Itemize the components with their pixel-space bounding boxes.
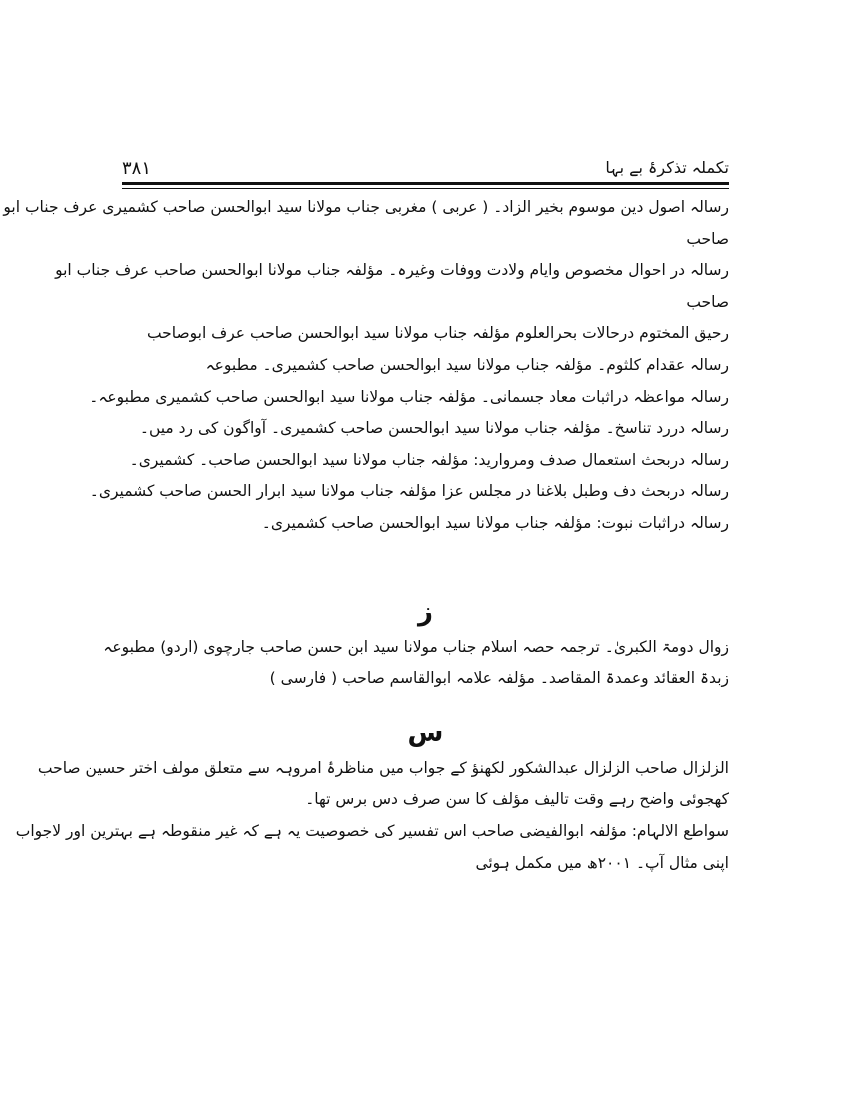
body-text	[3, 192, 729, 879]
entry-line: الزلزال صاحب الزلزال عبدالشکور لکھنؤ کے جواب میں مناظرۂ امروہہ سے متعلق مولف اختر حسین صاحب	[37, 758, 729, 777]
header-rule-thin	[122, 188, 729, 189]
entry-line: رسالہ در احوال مخصوص وایام ولادت ووفات وغیرہ۔ مؤلفہ جناب مولانا ابوالحسن صاحب عرف جناب ابو	[55, 261, 729, 280]
entry-line: رسالہ اصول دین موسوم بخیر الزاد۔ ( عربی ) مغربی جناب مولانا سید ابوالحسن صاحب کشمیری عرف جناب ابو	[3, 198, 729, 216]
entry-line: رسالہ عقدام کلثوم۔ مؤلفہ جناب مولانا سید ابوالحسن صاحب کشمیری۔ مطبوعہ	[205, 355, 729, 374]
entry-line: رسالہ مواعظہ دراثبات معاد جسمانی۔ مؤلفہ جناب مولانا سید ابوالحسن صاحب کشمیری مطبوعہ۔	[89, 387, 729, 406]
entry-line: زوال دومۃ الکبریٰ۔ ترجمہ حصہ اسلام جناب مولانا سید ابن حسن صاحب جارچوی (اردو) مطبوعہ	[103, 637, 729, 656]
section-spacer	[122, 695, 729, 713]
page-number: ۳۸۱	[122, 158, 152, 179]
entry-line: اپنی مثال آپ۔ ۲۰۰۱ھ میں مکمل ہوئی	[475, 853, 729, 872]
entry-line: سواطع الالہام: مؤلفہ ابوالفیضی صاحب اس تفسیر کی خصوصیت یہ ہے کہ غیر منقوطہ ہے بہترین اور لاجواب	[15, 821, 729, 840]
entry-line: رحیق المختوم درحالات بحرالعلوم مؤلفہ جناب مولانا سید ابوالحسن صاحب عرف ابوصاحب	[146, 324, 729, 343]
section-heading-z: ز	[418, 596, 433, 627]
entry-line: صاحب	[686, 292, 729, 311]
entry-line: رسالہ دراثبات نبوت: مؤلفہ جناب مولانا سید ابوالحسن صاحب کشمیری۔	[261, 513, 729, 532]
entry-line: زبدۃ العقائد وعمدۃ المقاصد۔ مؤلفہ علامہ ابوالقاسم صاحب ( فارسی )	[269, 669, 729, 688]
header-rule-thick	[122, 182, 729, 185]
entry-line: کھجوئی واضح رہے وقت تالیف مؤلف کا سن صرف دس برس تھا۔	[305, 790, 729, 809]
entry-line: رسالہ دررد تناسخ۔ مؤلفہ جناب مولانا سید ابوالحسن صاحب کشمیری۔ آواگون کی رد میں۔	[139, 419, 729, 438]
running-title: تکملہ تذکرۂ بے بہا	[605, 158, 729, 177]
section-heading-s: س	[407, 717, 444, 748]
indented-entries	[89, 318, 729, 539]
entry-line: رسالہ دربحث استعمال صدف ومروارید: مؤلفہ جناب مولانا سید ابوالحسن صاحب۔ کشمیری۔	[129, 450, 729, 469]
page-header	[122, 158, 729, 182]
entry-line: رسالہ دربحث دف وطبل بلاغنا در مجلس عزا مؤلفہ جناب مولانا سید ابرار الحسن صاحب کشمیری۔	[89, 482, 729, 501]
section-z-entries	[103, 632, 729, 695]
entry-line: صاحب	[686, 229, 729, 248]
section-spacer	[122, 540, 729, 592]
